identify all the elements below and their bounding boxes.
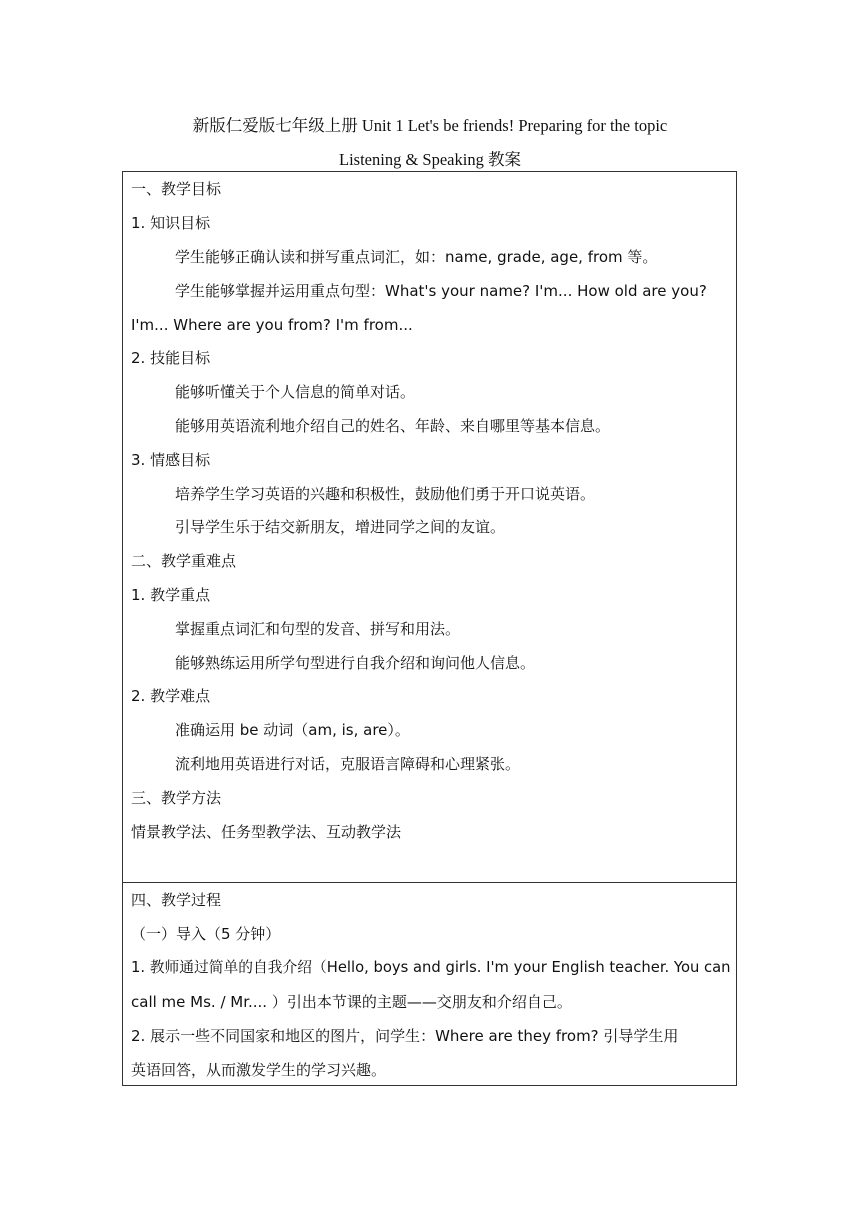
section-heading: 四、教学过程 (131, 891, 222, 909)
paragraph: 掌握重点词汇和句型的发音、拼写和用法。 (175, 620, 461, 638)
paragraph: 1. 教师通过简单的自我介绍（Hello, boys and girls. I'm your English teacher. You can (131, 959, 731, 976)
paragraph: 2. 展示一些不同国家和地区的图片，问学生：Where are they from? 引导学生用 (131, 1027, 679, 1045)
paragraph: 学生能够正确认读和拼写重点词汇，如：name, grade, age, from 等。 (175, 248, 658, 266)
paragraph: 英语回答，从而激发学生的学习兴趣。 (131, 1061, 387, 1079)
paragraph: 流利地用英语进行对话，克服语言障碍和心理紧张。 (175, 755, 521, 773)
paragraph: 情景教学法、任务型教学法、互动教学法 (131, 823, 402, 841)
document-title-line-2: Listening & Speaking 教案 (339, 150, 521, 169)
section-heading: 一、教学目标 (131, 180, 222, 198)
sub-heading: 2. 技能目标 (131, 349, 211, 367)
paragraph: I'm... Where are you from? I'm from... (131, 316, 413, 334)
table-cell-process (122, 882, 737, 1086)
paragraph: 能够听懂关于个人信息的简单对话。 (175, 383, 416, 401)
section-heading: 三、教学方法 (131, 789, 222, 807)
paragraph: 能够用英语流利地介绍自己的姓名、年龄、来自哪里等基本信息。 (175, 417, 611, 435)
paragraph: 准确运用 be 动词（am, is, are）。 (175, 721, 410, 739)
sub-heading: 2. 教学难点 (131, 687, 211, 705)
paragraph: 引导学生乐于结交新朋友，增进同学之间的友谊。 (175, 518, 506, 536)
sub-heading: （一）导入（5 分钟） (131, 925, 281, 943)
sub-heading: 3. 情感目标 (131, 451, 211, 469)
table-cell-objectives (122, 171, 737, 883)
paragraph: 培养学生学习英语的兴趣和积极性，鼓励他们勇于开口说英语。 (175, 485, 596, 503)
document-title-line-1: 新版仁爱版七年级上册 Unit 1 Let's be friends! Preparing for the topic (192, 116, 668, 135)
sub-heading: 1. 知识目标 (131, 214, 211, 232)
sub-heading: 1. 教学重点 (131, 586, 211, 604)
paragraph: call me Ms. / Mr.... ）引出本节课的主题——交朋友和介绍自己。 (131, 993, 572, 1011)
paragraph: 学生能够掌握并运用重点句型：What's your name? I'm... How old are you? (175, 282, 707, 300)
paragraph: 能够熟练运用所学句型进行自我介绍和询问他人信息。 (175, 654, 536, 672)
section-heading: 二、教学重难点 (131, 552, 237, 570)
